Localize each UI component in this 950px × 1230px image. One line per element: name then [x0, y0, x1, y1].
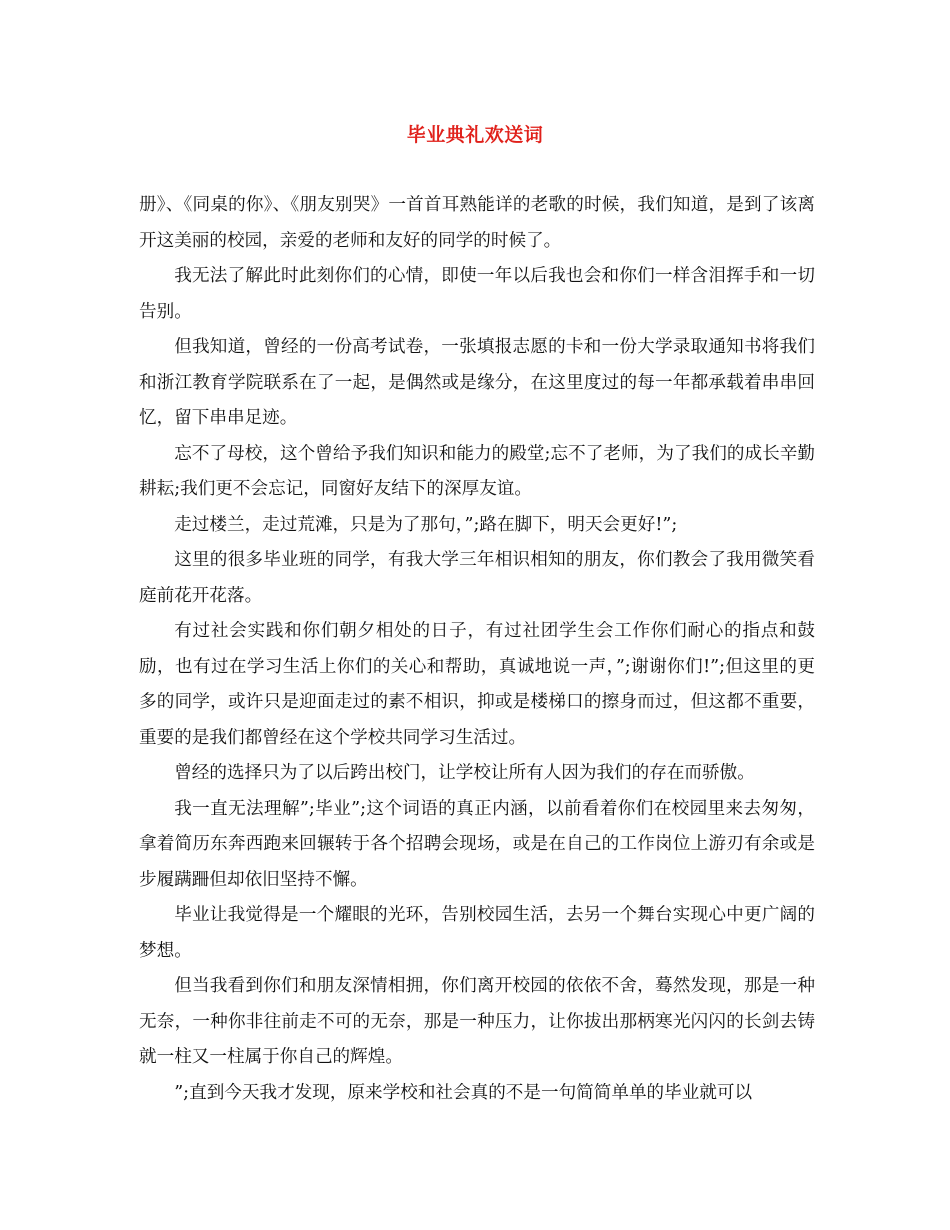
- paragraph: 我一直无法理解”;毕业”;这个词语的真正内涵，以前看着你们在校园里来去匆匆，拿着简历东奔西跑来回辗转于各个招聘会现场，或是在自己的工作岗位上游刃有余或是步履蹒跚但却依旧坚持不懈。: [139, 798, 815, 890]
- paragraph: 曾经的选择只为了以后跨出校门，让学校让所有人因为我们的存在而骄傲。: [174, 763, 755, 783]
- document-title: 毕业典礼欢送词: [406, 124, 544, 146]
- paragraph: ”;直到今天我才发现，原来学校和社会真的不是一句简简单单的毕业就可以: [174, 1082, 753, 1103]
- paragraph: 这里的很多毕业班的同学，有我大学三年相识相知的朋友，你们教会了我用微笑看庭前花开花落。: [139, 550, 815, 606]
- paragraph: 忘不了母校，这个曾给予我们知识和能力的殿堂;忘不了老师，为了我们的成长辛勤耕耘;我们更不会忘记，同窗好友结下的深厚友谊。: [139, 443, 815, 499]
- paragraph: 毕业让我觉得是一个耀眼的光环，告别校园生活，去另一个舞台实现心中更广阔的梦想。: [139, 905, 815, 961]
- paragraph: 走过楼兰，走过荒滩，只是为了那句，”;路在脚下，明天会更好!”;: [174, 514, 678, 535]
- paragraph: 册》、《同桌的你》、《朋友别哭》一首首耳熟能详的老歌的时候，我们知道，是到了该离开这美丽的校园，亲爱的老师和友好的同学的时候了。: [139, 195, 815, 251]
- paragraph: 我无法了解此时此刻你们的心情，即使一年以后我也会和你们一样含泪挥手和一切告别。: [139, 266, 815, 322]
- paragraph: 但我知道，曾经的一份高考试卷，一张填报志愿的卡和一份大学录取通知书将我们和浙江教育学院联系在了一起，是偶然或是缘分，在这里度过的每一年都承载着串串回忆，留下串串足迹。: [139, 337, 815, 428]
- paragraph: 但当我看到你们和朋友深情相拥，你们离开校园的依依不舍，蓦然发现，那是一种无奈，一种你非往前走不可的无奈，那是一种压力，让你拔出那柄寒光闪闪的长剑去铸就一柱又一柱属于你自己的辉煌。: [139, 976, 815, 1067]
- paragraph: 有过社会实践和你们朝夕相处的日子，有过社团学生会工作你们耐心的指点和鼓励，也有过在学习生活上你们的关心和帮助，真诚地说一声，”;谢谢你们!”;但这里的更多的同学，或许只是迎面走过的素不相识，抑或是楼梯口的擦身而过，但这都不重要，重要的是我们都曾经在这个学校共同学习生活过。: [139, 621, 815, 748]
- document-body: [139, 188, 815, 1111]
